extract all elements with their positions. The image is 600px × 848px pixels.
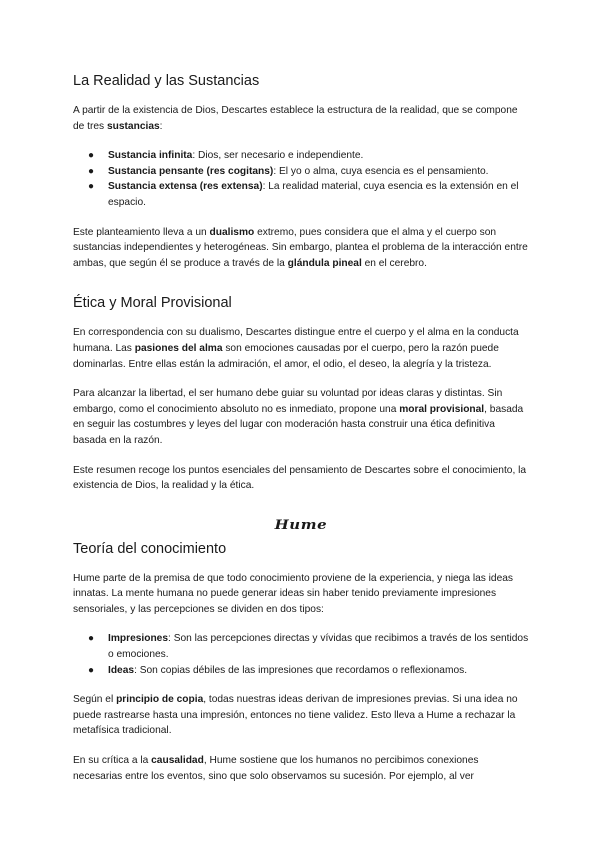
paragraph-pasiones: En correspondencia con su dualismo, Descartes distingue entre el cuerpo y el alma en la conducta humana. Las pasiones del alma son emociones causadas por el cuerpo, pero la razón puede dominarlas. Entre ellas están la admiración, el amor, el odio, el deseo, la alegría y la tristeza. bbox=[73, 327, 519, 370]
bullet-icon: ● bbox=[88, 664, 95, 676]
heading-realidad: La Realidad y las Sustancias bbox=[73, 73, 260, 89]
list-item: ● Sustancia infinita: Dios, ser necesario e independiente. bbox=[73, 148, 529, 164]
list-item: ● Sustancia extensa (res extensa): La realidad material, cuya esencia es la extensión en el espacio. bbox=[88, 181, 519, 208]
bullet-icon: ● bbox=[88, 165, 95, 177]
bullet-icon: ● bbox=[88, 181, 95, 193]
list-item: ● Ideas: Son copias débiles de las impresiones que recordamos o reflexionamos. bbox=[73, 663, 529, 679]
paragraph-dualismo: Este planteamiento lleva a un dualismo extremo, pues considera que el alma y el cuerpo son sustancias independientes y heterogéneas. Sin embargo, plantea el problema de la interacción entre ambas, que según él se produce a través de la glándula pineal en el cerebro. bbox=[73, 226, 528, 269]
hume-title: Hume bbox=[274, 517, 328, 533]
paragraph-causalidad: En su crítica a la causalidad, Hume sostiene que los humanos no percibimos conexiones necesarias entre los eventos, sino que solo observamos su sucesión. Por ejemplo, al ver bbox=[73, 755, 479, 782]
paragraph-hume-premisa: Hume parte de la premisa de que todo conocimiento proviene de la experiencia, y niega las ideas innatas. La mente humana no puede generar ideas sin haber tenido previamente impresiones sensoriales, y las percepciones se dividen en dos tipos: bbox=[73, 572, 514, 615]
paragraph-resumen: Este resumen recoge los puntos esenciales del pensamiento de Descartes sobre el conocimiento, la existencia de Dios, la realidad y la ética. bbox=[73, 464, 527, 492]
heading-etica: Ética y Moral Provisional bbox=[73, 295, 232, 312]
list-percepciones bbox=[73, 631, 529, 678]
paragraph-principio-copia: Según el principio de copia, todas nuestras ideas derivan de impresiones previas. Si una idea no puede rastrearse hasta una impresión, entonces no tiene validez. Esto lleva a Hume a rechazar la metafísica tradicional. bbox=[73, 694, 518, 737]
list-sustancias bbox=[73, 148, 529, 210]
paragraph-moral-provisional: Para alcanzar la libertad, el ser humano debe guiar su voluntad por ideas claras y distintas. Sin embargo, como el conocimiento absoluto no es inmediato, propone una moral provisional, basada en seguir las costumbres y leyes del lugar con moderación hasta construir una ética definitiva basada en la razón. bbox=[73, 388, 524, 446]
bullet-icon: ● bbox=[88, 150, 95, 162]
heading-conocimiento: Teoría del conocimiento bbox=[73, 540, 227, 557]
bullet-icon: ● bbox=[88, 633, 95, 645]
paragraph-realidad-intro: A partir de la existencia de Dios, Descartes establece la estructura de la realidad, que se compone de tres sustancias: bbox=[73, 105, 518, 132]
list-item: ● Impresiones: Son las percepciones directas y vívidas que recibimos a través de los sentidos o emociones. bbox=[88, 633, 529, 661]
list-item: ● Sustancia pensante (res cogitans): El yo o alma, cuya esencia es el pensamiento. bbox=[73, 164, 529, 180]
document-content bbox=[73, 66, 529, 784]
